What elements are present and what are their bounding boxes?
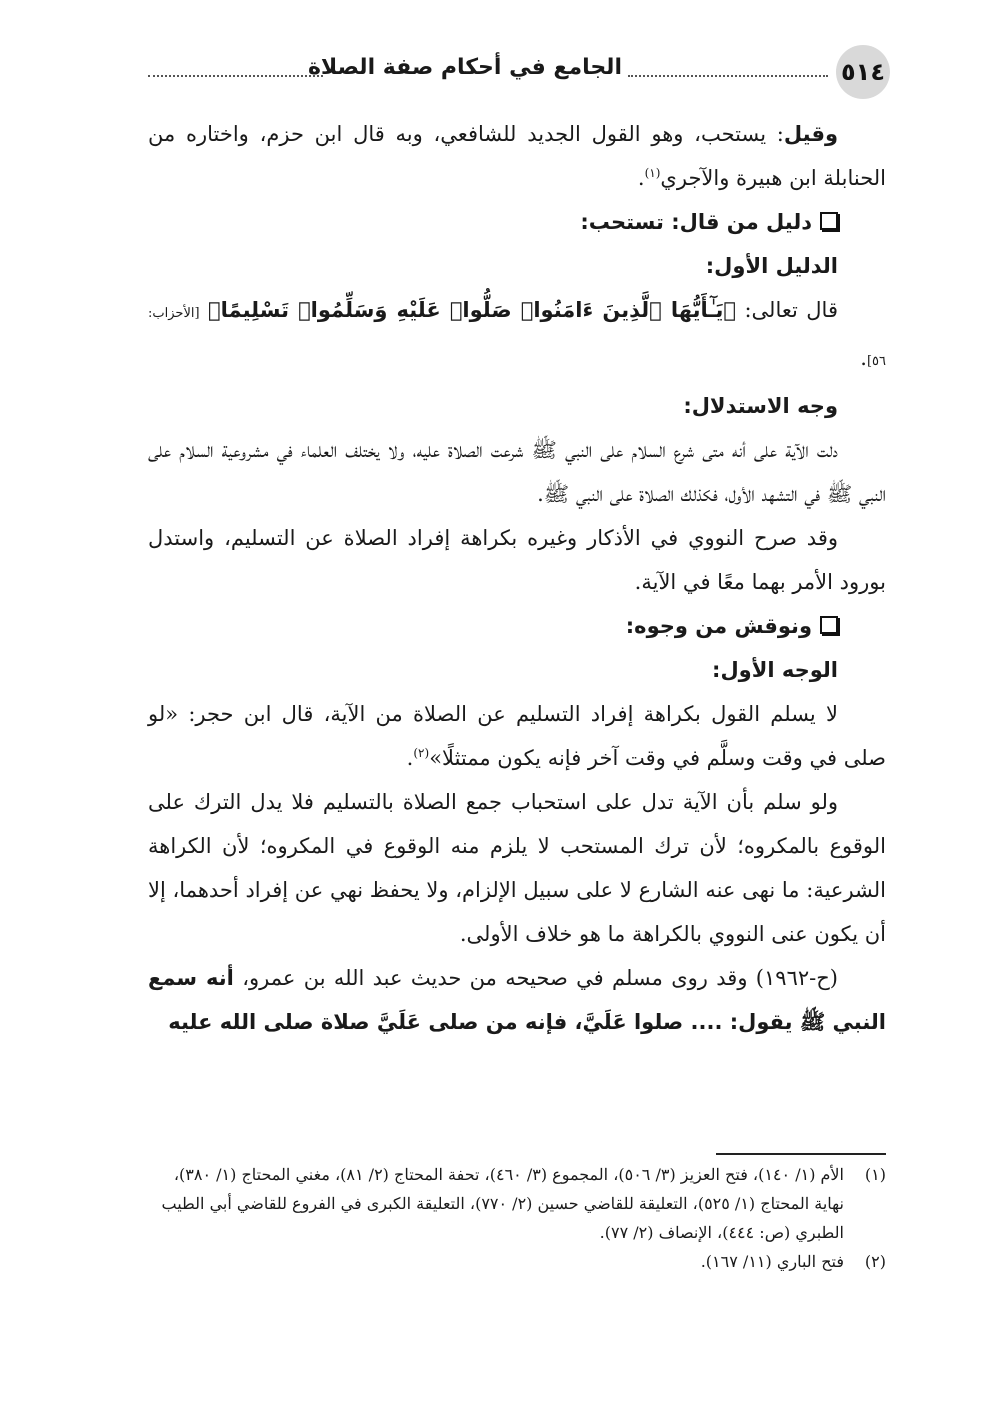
paragraph-verse: [148, 288, 886, 384]
header-dotted-rule-right: [628, 75, 828, 77]
footnote-number: (١): [864, 1165, 886, 1184]
heading-evidence: [148, 200, 886, 244]
checkbox-bullet-icon: [820, 212, 838, 230]
footnote-text: فتح الباري (١١/ ١٦٧).: [700, 1252, 844, 1271]
ibn-hajar-end: .: [406, 746, 414, 770]
heading-discussed-text: ونوقش من وجوه:: [625, 614, 812, 638]
heading-first-aspect: الوجه الأول:: [712, 658, 838, 682]
hadith-intro: (ح-١٩٦٢) وقد روى مسلم في صحيحه من حديث عبد الله بن عمرو،: [233, 966, 838, 990]
heading-first-evidence: الدليل الأول:: [705, 254, 838, 278]
heading-reasoning: وجه الاستدلال:: [683, 394, 838, 418]
hadith-text: أنه سمع النبي ﷺ يقول: .... صلوا عَلَيَّ، فإنه من صلى عَلَيَّ صلاة صلى الله عليه: [148, 966, 886, 1034]
book-title: الجامع في أحكام صفة الصلاة: [307, 55, 622, 80]
footnote-item: [148, 1160, 886, 1247]
paragraph-opinion: [148, 112, 886, 200]
opinion-end: .: [637, 166, 645, 190]
paragraph-karaha: ولو سلم بأن الآية تدل على استحباب جمع الصلاة بالتسليم فلا يدل الترك على الوقوع بالمكروه؛ لأن ترك المستحب لا يلزم منه الوقوع في المكروه؛ لأن الكراهة الشرعية: ما نهى عنه الشارع لا على سبيل الإلزام، ولا يحفظ نهي عن إفراد أحدهما، إلا أن يكون عنى النووي بالكراهة ما هو خلاف الأولى.: [148, 790, 886, 946]
paragraph-reasoning: دلت الآية على أنه متى شرع السلام على النبي ﷺ شرعت الصلاة عليه، ولا يختلف العلماء في مشروعية السلام على النبي ﷺ في التشهد الأول، فكذلك الصلاة على النبي ﷺ.: [148, 438, 886, 506]
running-header: [140, 45, 890, 100]
heading-discussed: [148, 604, 886, 648]
heading-evidence-text: دليل من قال: تستحب:: [580, 210, 812, 234]
footnote-text: الأم (١/ ١٤٠)، فتح العزيز (٣/ ٥٠٦)، المجموع (٣/ ٤٦٠)، تحفة المحتاج (٢/ ٨١)، مغني المحتاج (١/ ٣٨٠)، نهاية المحتاج (١/ ٥٢٥)، التعليقة للقاضي حسين (٢/ ٧٧٠)، التعليقة الكبرى في الفروع للقاضي أبي الطيب الطبري (ص: ٤٤٤)، الإنصاف (٢/ ٧٧).: [161, 1165, 844, 1242]
main-text: [148, 112, 886, 1044]
opinion-lead: وقيل: [783, 122, 838, 146]
checkbox-bullet-icon: [820, 616, 838, 634]
ibn-hajar-text: لا يسلم القول بكراهة إفراد التسليم عن الصلاة من الآية، قال ابن حجر: «لو صلى في وقت وسلَّم في وقت آخر فإنه يكون ممتثلًا»: [148, 702, 886, 770]
footnote-item: [148, 1247, 886, 1276]
header-dotted-rule-left: [148, 75, 323, 77]
footnote-ref-2[interactable]: (٢): [413, 746, 430, 760]
page-number: ٥١٤: [836, 45, 890, 99]
footnote-number: (٢): [864, 1252, 886, 1271]
footnotes: [148, 1160, 886, 1276]
quran-verse: ﴿يَـٰٓأَيُّهَا ٱلَّذِينَ ءَامَنُوا۟ صَلُّوا۟ عَلَيْهِ وَسَلِّمُوا۟ تَسْلِيمًا﴾: [208, 298, 737, 322]
paragraph-ibn-hajar: [148, 692, 886, 780]
footnote-ref-1[interactable]: (١): [644, 166, 661, 180]
verse-end: .: [860, 346, 867, 370]
verse-intro: قال تعالى:: [736, 298, 838, 322]
verse-reference: [الأحزاب: ٥٦]: [148, 306, 886, 369]
paragraph-nawawi: وقد صرح النووي في الأذكار وغيره بكراهة إفراد الصلاة عن التسليم، واستدل بورود الأمر بهما معًا في الآية.: [148, 526, 886, 594]
paragraph-hadith: [148, 956, 886, 1044]
opinion-text: : يستحب، وهو القول الجديد للشافعي، وبه قال ابن حزم، واختاره من الحنابلة ابن هبيرة والآجري: [148, 122, 886, 190]
footnote-divider: [716, 1153, 886, 1155]
